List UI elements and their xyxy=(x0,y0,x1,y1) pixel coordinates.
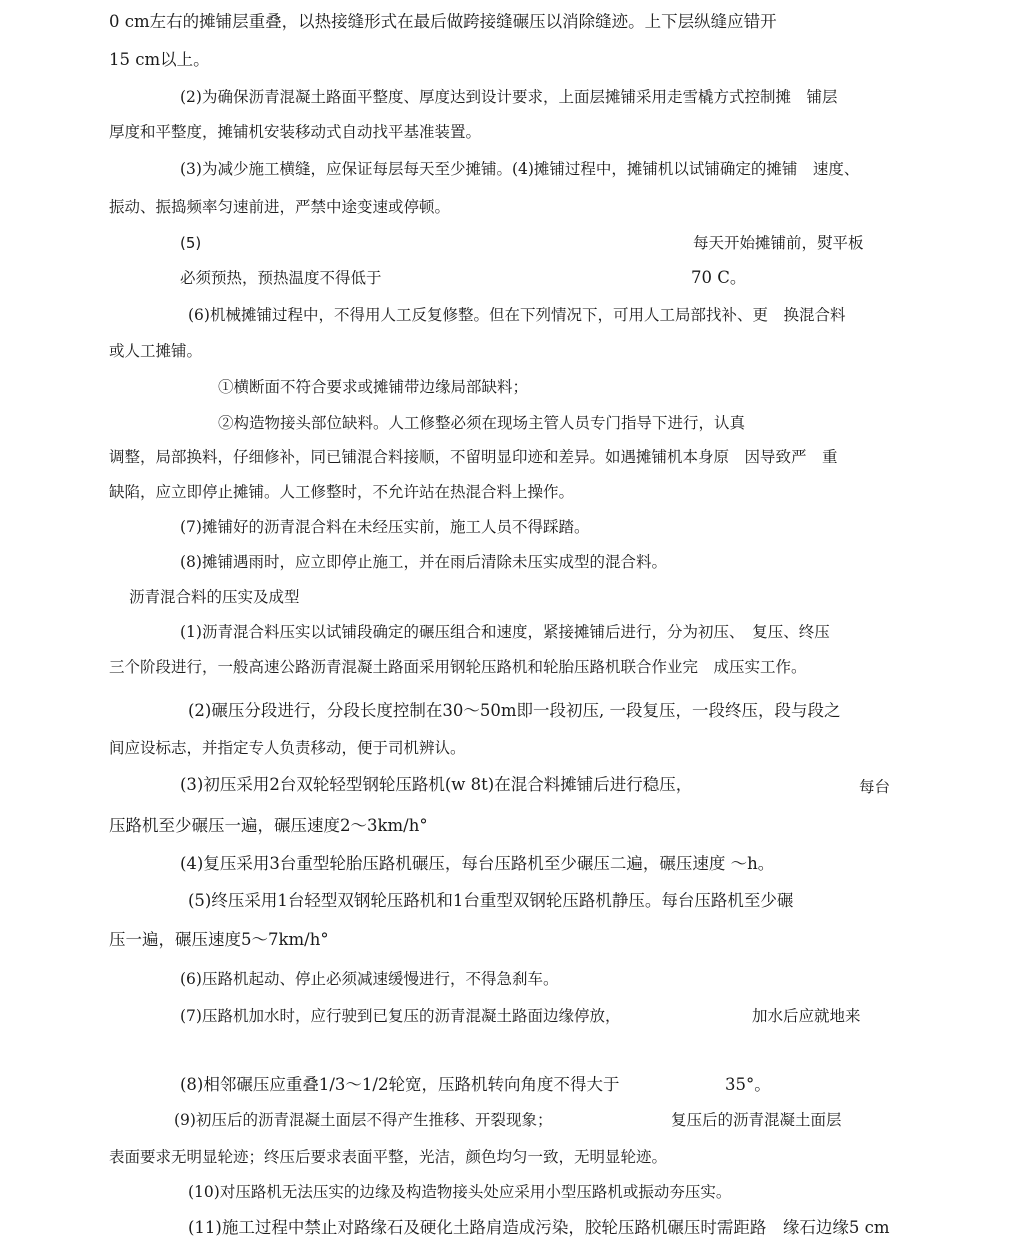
text-line: 15 cm以上。 xyxy=(109,50,210,69)
text-line: 调整，局部换料，仔细修补，同已铺混合料接顺，不留明显印迹和差异。如遇摊铺机本身原 因导致严 重 xyxy=(109,448,838,466)
text-line: 0 cm左右的摊铺层重叠，以热接缝形式在最后做跨接缝碾压以消除缝迹。上下层纵缝应错开 xyxy=(109,12,777,31)
text-line: (10)对压路机无法压实的边缘及构造物接头处应采用小型压路机或振动夯压实。 xyxy=(188,1183,732,1201)
text-line: (3)为减少施工横缝，应保证每层每天至少摊铺。(4)摊铺过程中，摊铺机以试铺确定的摊铺 速度、 xyxy=(180,160,860,178)
text-line: 必须预热，预热温度不得低于 xyxy=(180,269,382,287)
text-line: ②构造物接头部位缺料。人工修整必须在现场主管人员专门指导下进行，认真 xyxy=(218,414,746,432)
text-line: (11)施工过程中禁止对路缘石及硬化土路肩造成污染，胶轮压路机碾压时需距路 缘石边缘5 cm xyxy=(188,1218,890,1237)
text-line: ①横断面不符合要求或摊铺带边缘局部缺料； xyxy=(218,378,529,396)
text-line: 复压后的沥青混凝土面层 xyxy=(671,1111,842,1129)
text-line: (6)机械摊铺过程中，不得用人工反复修整。但在下列情况下，可用人工局部找补、更 换混合料 xyxy=(188,306,846,324)
text-line: 振动、振捣频率匀速前进，严禁中途变速或停顿。 xyxy=(109,198,451,216)
text-line: (9)初压后的沥青混凝土面层不得产生推移、开裂现象； xyxy=(174,1111,553,1129)
section-heading: 沥青混合料的压实及成型 xyxy=(129,588,300,606)
text-line: (4)复压采用3台重型轮胎压路机碾压，每台压路机至少碾压二遍，碾压速度 〜h。 xyxy=(180,854,775,873)
text-line: 三个阶段进行，一般高速公路沥青混凝土路面采用钢轮压路机和轮胎压路机联合作业完 成压实工作。 xyxy=(109,658,807,676)
text-line: 缺陷，应立即停止摊铺。人工修整时，不允许站在热混合料上操作。 xyxy=(109,483,575,501)
text-line: (5) xyxy=(180,234,202,252)
text-line: 加水后应就地来 xyxy=(752,1007,861,1025)
text-line: (2)为确保沥青混凝土路面平整度、厚度达到设计要求，上面层摊铺采用走雪橇方式控制摊 铺层 xyxy=(180,88,838,106)
text-line: (8)摊铺遇雨时，应立即停止施工，并在雨后清除未压实成型的混合料。 xyxy=(180,553,667,571)
text-line: 表面要求无明显轮迹；终压后要求表面平整，光洁，颜色均匀一致，无明显轮迹。 xyxy=(109,1148,668,1166)
text-line: (1)沥青混合料压实以试铺段确定的碾压组合和速度，紧接摊铺后进行，分为初压、 复压、终压 xyxy=(180,623,830,641)
text-line: 压一遍，碾压速度5〜7km/h° xyxy=(109,930,329,949)
text-line: (8)相邻碾压应重叠1/3〜1/2轮宽，压路机转向角度不得大于 xyxy=(180,1075,620,1094)
text-line: 厚度和平整度，摊铺机安装移动式自动找平基准装置。 xyxy=(109,123,482,141)
text-line: (2)碾压分段进行，分段长度控制在30〜50m即一段初压, 一段复压，一段终压，段与段之 xyxy=(188,701,841,720)
text-line: 35°。 xyxy=(725,1075,771,1094)
text-line: 或人工摊铺。 xyxy=(109,342,203,360)
text-line: 每天开始摊铺前，熨平板 xyxy=(693,234,864,252)
text-line: (7)压路机加水时，应行驶到已复压的沥青混凝土路面边缘停放， xyxy=(180,1007,621,1025)
text-line: 间应设标志，并指定专人负责移动，便于司机辨认。 xyxy=(109,739,466,757)
text-line: (3)初压采用2台双轮轻型钢轮压路机(w 8t)在混合料摊铺后进行稳压， xyxy=(180,775,693,794)
text-line: 70 C。 xyxy=(691,268,747,287)
text-line: (6)压路机起动、停止必须减速缓慢进行，不得急刹车。 xyxy=(180,970,559,988)
text-line: 每台 xyxy=(859,778,891,796)
text-line: (7)摊铺好的沥青混合料在未经压实前，施工人员不得踩踏。 xyxy=(180,518,590,536)
text-line: (5)终压采用1台轻型双钢轮压路机和1台重型双钢轮压路机静压。每台压路机至少碾 xyxy=(188,891,794,910)
text-line: 压路机至少碾压一遍，碾压速度2〜3km/h° xyxy=(109,816,428,835)
